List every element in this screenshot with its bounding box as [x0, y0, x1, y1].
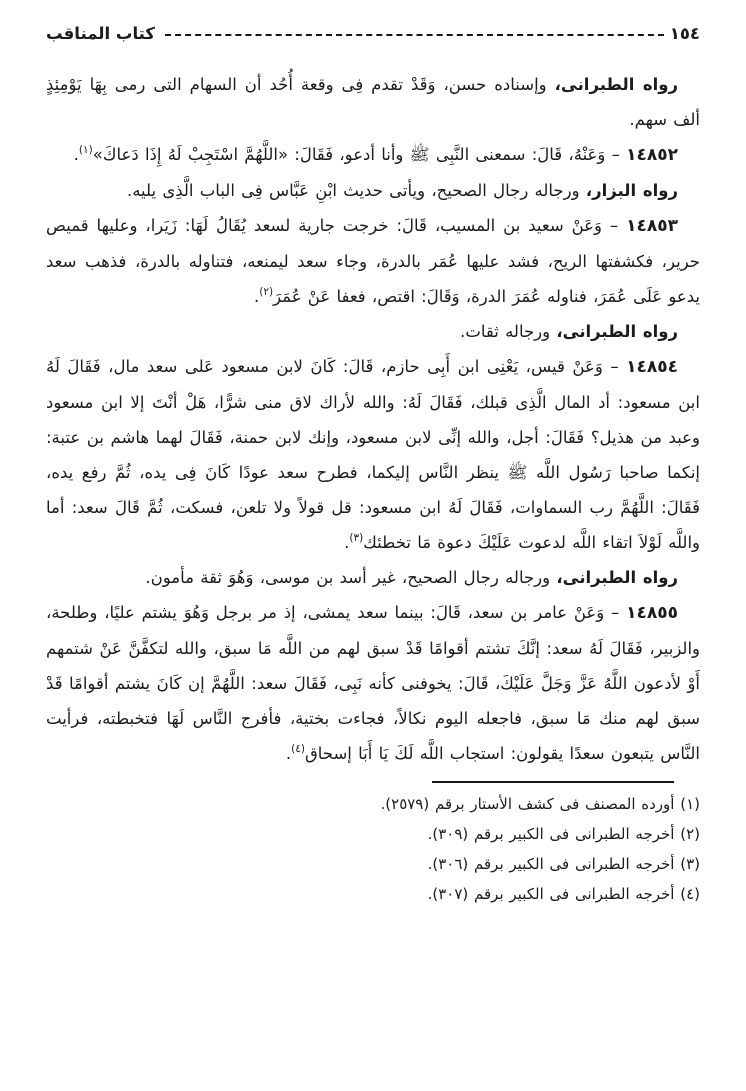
page-header: [46, 24, 700, 43]
page-number: ١٥٤: [669, 24, 700, 43]
hadith-paragraph: [46, 137, 700, 173]
footnote: (٣) أخرجه الطبرانى فى الكبير برقم (٣٠٦).: [427, 855, 700, 873]
attribution-lead: رواه الطبرانى،: [554, 75, 678, 94]
footnote-separator: [432, 781, 674, 783]
hadith-text: – وَعَنْ عامر بن سعد، قَالَ: بينما سعد يمشى، إذ مر برجل وَهُوَ يشتم عليًا، وطلحة، والزبير، فَقَالَ لَهُ سعد: إنَّكَ تشتم أقوامًا قَدْ سبق لهم من اللَّه مَا سبق، والله لتكفَّنَّ عَنْ شتمهم أَوْ لأدعون اللَّهُ عَزَّ وَجَلَّ عَلَيْكَ، قَالَ: يخوفنى كأنه نَبِى، فَقَالَ سعد: اللَّهُمَّ إن كَانَ يشتم أقوامًا قَدْ سبق لهم منك مَا سبق، فاجعله اليوم نكالاً، فجاءت بختية، فأفرج النَّاس لَهَا فتخبطته، فرأيت النَّاس يتبعون سعدًا يقولون: استجاب اللَّه لَكَ يَا أَبَا إسحاق: [46, 603, 700, 763]
footnote: (٤) أخرجه الطبرانى فى الكبير برقم (٣٠٧).: [427, 885, 700, 903]
hadith-text: – وَعَنْ قيس، يَعْنِى ابن أَبِى حازم، قَالَ: كَانَ لابن مسعود عَلى سعد مال، فَقَالَ لَهُ ابن مسعود: أد المال الَّذِى قبلك، فَقَالَ لَهُ: والله لأراك لاق منى شرًّا، هَلْ أنْتَ إلا ابن مسعود وعبد من هذيل؟ فَقَالَ: أجل، والله إنِّى لابن مسعود، وإنك لابن حمنة، فَقَالَ لهما هاشم بن عتبة: إنكما صاحبا رَسُول اللَّه ﷺ ينظر النَّاس إليكما، فطرح سعد عودًا كَانَ فِى يده، ثُمَّ رفع يده، فَقَالَ: اللَّهُمَّ رب السماوات، فَقَالَ لَهُ ابن مسعود: قل قولاً ولا تلعن، فسكت، ثُمَّ قَالَ سعد: أما واللَّه لَوْلاَ اتقاء اللَّه لدعوت عَلَيْكَ دعوة مَا تخطئك: [46, 357, 700, 552]
sentence-period: .: [253, 287, 260, 306]
paragraph-text: وإسناده حسن، وَقَدْ تقدم فِى وقعة أُحُد أن السهام التى رمى بِهَا يَوْمِئِذٍ ألف سهم.: [46, 75, 700, 129]
header-dash-rule: [165, 34, 664, 36]
footnote-marker: (٣): [349, 532, 364, 544]
hadith-paragraph: [46, 208, 700, 314]
hadith-paragraph: [46, 349, 700, 560]
attribution-paragraph: [46, 67, 700, 137]
footnote-marker: (٤): [291, 743, 305, 755]
hadith-number: ١٤٨٥٢: [626, 145, 678, 165]
hadith-paragraph: [46, 595, 700, 771]
attribution-lead: رواه الطبرانى،: [556, 322, 678, 341]
paragraph-text: ورجاله رجال الصحيح، غير أسد بن موسى، وَهُوَ ثقة مأمون.: [145, 568, 557, 587]
body-text: [46, 67, 700, 771]
paragraph-text: ورجاله رجال الصحيح، ويأتى حديث ابْنِ عَبَّاس فِى الباب الَّذِى يليه.: [126, 181, 586, 200]
paragraph-text: ورجاله ثقات.: [460, 322, 557, 341]
hadith-text: – وَعَنْ سعيد بن المسيب، قَالَ: خرجت جارية لسعد يُقَالُ لَهَا: زَيَرا، وعليها قميص حرير، فكشفتها الريح، فشد عليها عُمَر بالدرة، وجاء سعد ليمنعه، فتناوله بالدرة، فذهب سعد يدعو عَلَى عُمَرَ، فناوله عُمَرَ الدرة، وَقَالَ: اقتص، فعفا عَنْ عُمَرَ: [46, 216, 700, 306]
attribution-paragraph: [46, 560, 700, 595]
attribution-lead: رواه البزار،: [585, 181, 678, 200]
footnotes-section: [46, 781, 700, 909]
footnote: (٢) أخرجه الطبرانى فى الكبير برقم (٣٠٩).: [427, 825, 700, 843]
attribution-paragraph: [46, 173, 700, 208]
sentence-period: .: [73, 145, 79, 164]
hadith-number: ١٤٨٥٥: [626, 603, 678, 623]
hadith-number: ١٤٨٥٤: [626, 357, 678, 377]
book-title: كتاب المناقب: [46, 24, 155, 43]
footnote-marker: (٢): [259, 286, 274, 298]
sentence-period: .: [344, 533, 350, 552]
footnote-marker: (١): [78, 144, 93, 156]
attribution-lead: رواه الطبرانى،: [556, 568, 678, 587]
footnote: (١) أورده المصنف فى كشف الأستار برقم (٢٥٧٩).: [380, 795, 700, 813]
attribution-paragraph: [46, 314, 700, 349]
hadith-number: ١٤٨٥٣: [626, 216, 678, 236]
hadith-text: – وَعَنْهُ، قَالَ: سمعنى النَّبِى ﷺ وأنا أدعو، فَقَالَ: «اللَّهُمَّ اسْتَجِبْ لَهُ إِذَا دَعاكَ»: [92, 145, 627, 164]
sentence-period: .: [285, 744, 292, 763]
